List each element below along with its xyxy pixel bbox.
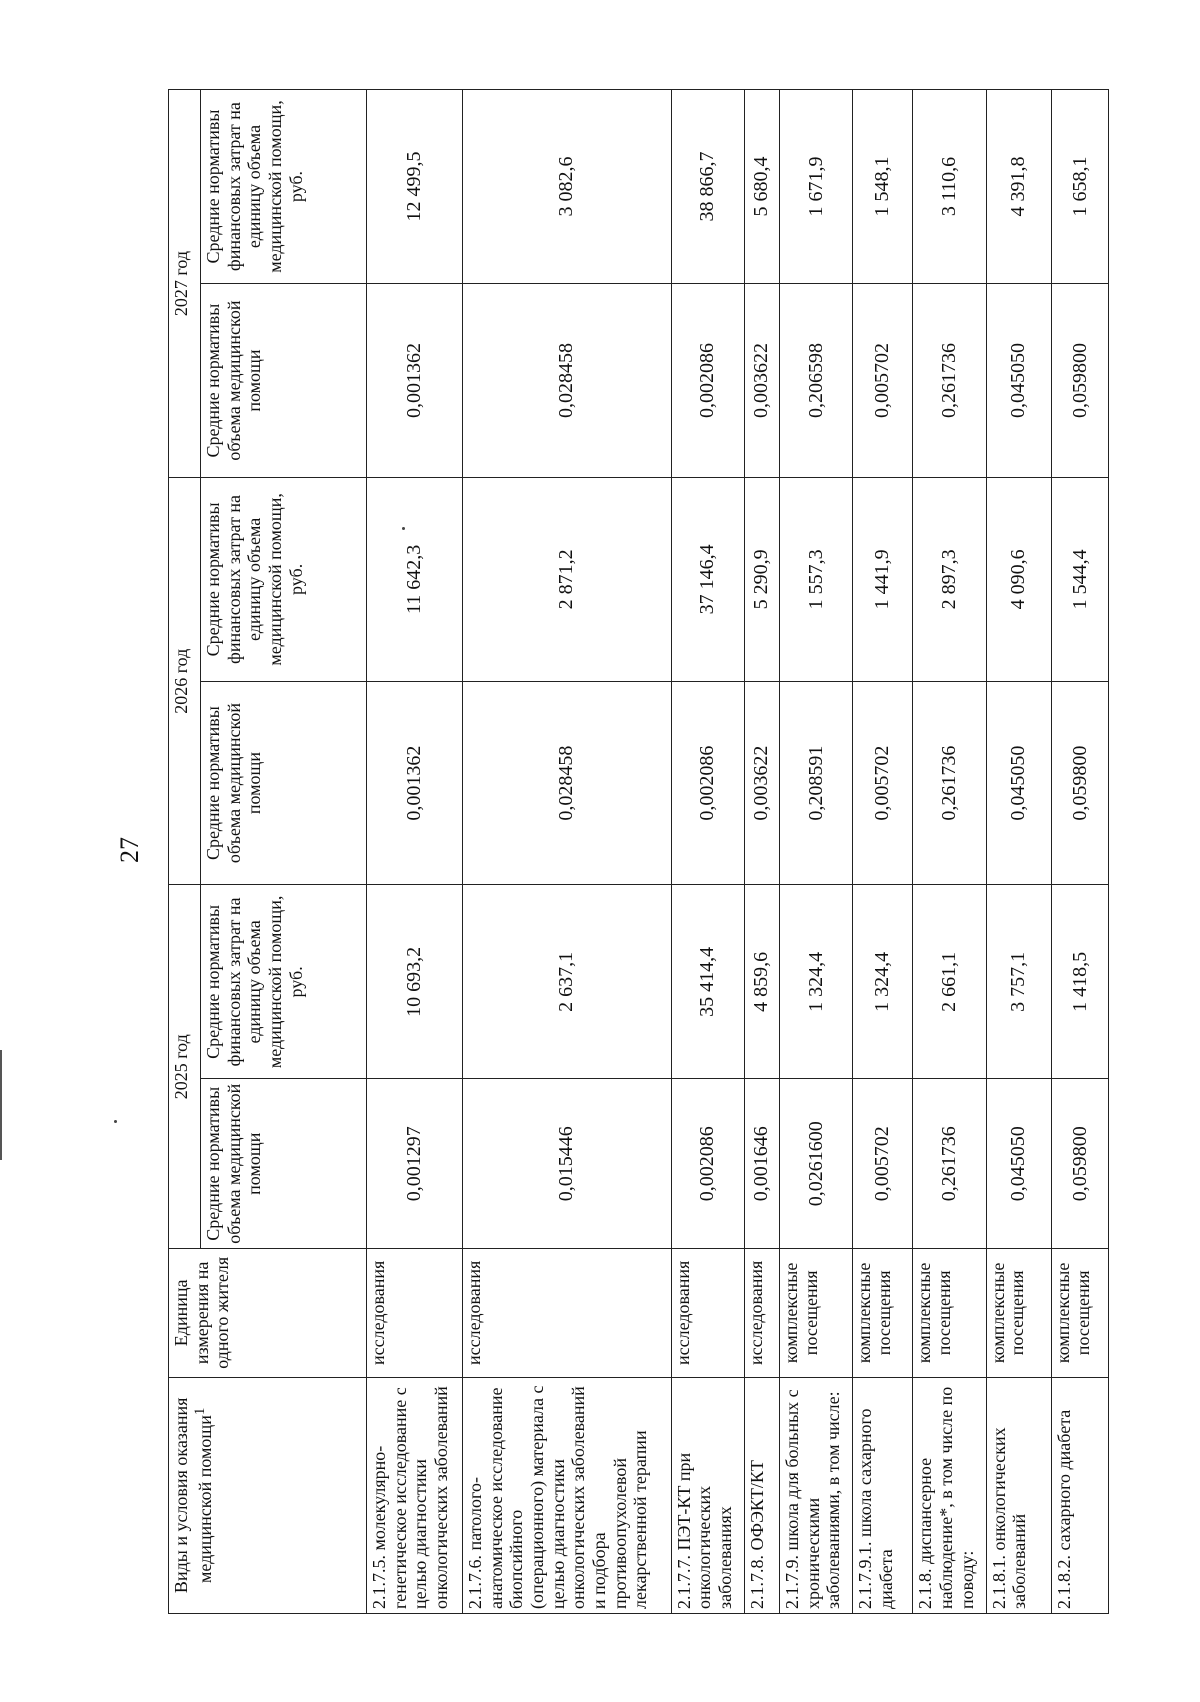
row-value-v2025: 0,005702 <box>853 1079 913 1249</box>
row-value-v2027: 0,059800 <box>1052 284 1109 478</box>
row-value-v2027: 0,261736 <box>913 284 986 478</box>
row-value-v2026: 0,003622 <box>745 681 780 885</box>
table-row <box>367 90 463 1614</box>
row-value-v2026: 0,005702 <box>853 681 913 885</box>
table-row <box>462 90 671 1614</box>
row-name: 2.1.7.5. молекулярно-генетическое исследование с целью диагностики онкологических заболеваний <box>367 1377 463 1613</box>
header-2025-volume: Средние нормативы объема медицинской помощи <box>201 1079 367 1249</box>
norms-table-rotated <box>168 89 1109 1614</box>
row-value-v2025: 0,0261600 <box>779 1079 852 1249</box>
row-unit: комплексные посещения <box>1052 1249 1109 1378</box>
row-name: 2.1.7.6. патолого-анатомическое исследование биопсийного (операционного) материала с целью диагностики онкологических заболеваний и подбора противоопухолевой лекарственной терапии <box>462 1377 671 1613</box>
row-value-v2026: 0,208591 <box>779 681 852 885</box>
header-unit: Единица измерения на одного жителя <box>169 1249 367 1378</box>
header-year-2027: 2027 год <box>169 90 201 478</box>
row-value-v2027: 0,028458 <box>462 284 671 478</box>
row-unit: исследования <box>671 1249 744 1378</box>
row-name: 2.1.8. диспансерное наблюдение*, в том числе по поводу: <box>913 1377 986 1613</box>
row-value-c2025: 1 324,4 <box>853 885 913 1079</box>
norms-table <box>168 89 1109 1614</box>
row-name: 2.1.8.2. сахарного диабета <box>1052 1377 1109 1613</box>
row-unit: комплексные посещения <box>853 1249 913 1378</box>
row-value-c2027: 1 548,1 <box>853 90 913 284</box>
row-value-c2026: 4 090,6 <box>986 478 1052 682</box>
row-value-c2027: 12 499,5 <box>367 90 463 284</box>
row-value-c2025: 1 418,5 <box>1052 885 1109 1079</box>
header-year-2026: 2026 год <box>169 478 201 885</box>
row-value-c2025: 2 661,1 <box>913 885 986 1079</box>
table-row <box>745 90 780 1614</box>
row-unit: исследования <box>745 1249 780 1378</box>
header-2027-cost: Средние нормативы финансовых затрат на единицу объема медицинской помощи, руб. <box>201 90 367 284</box>
row-value-c2026: 1 544,4 <box>1052 478 1109 682</box>
row-value-c2025: 35 414,4 <box>671 885 744 1079</box>
table-row <box>986 90 1052 1614</box>
row-value-v2025: 0,015446 <box>462 1079 671 1249</box>
row-value-c2027: 1 671,9 <box>779 90 852 284</box>
row-value-c2025: 1 324,4 <box>779 885 852 1079</box>
row-value-c2025: 3 757,1 <box>986 885 1052 1079</box>
row-name: 2.1.7.9.1. школа сахарного диабета <box>853 1377 913 1613</box>
table-row <box>913 90 986 1614</box>
row-name: 2.1.7.9. школа для больных с хроническими заболеваниями, в том числе: <box>779 1377 852 1613</box>
row-name: 2.1.7.7. ПЭТ-КТ при онкологических заболеваниях <box>671 1377 744 1613</box>
row-value-v2026: 0,028458 <box>462 681 671 885</box>
row-value-v2025: 0,002086 <box>671 1079 744 1249</box>
row-value-v2025: 0,045050 <box>986 1079 1052 1249</box>
row-value-c2025: 2 637,1 <box>462 885 671 1079</box>
row-value-v2027: 0,001362 <box>367 284 463 478</box>
scan-speck <box>114 1120 117 1123</box>
row-value-c2026: 11 642,3 <box>367 478 463 682</box>
row-value-c2026: 1 557,3 <box>779 478 852 682</box>
row-value-v2027: 0,005702 <box>853 284 913 478</box>
row-value-c2025: 10 693,2 <box>367 885 463 1079</box>
row-value-c2026: 1 441,9 <box>853 478 913 682</box>
row-value-c2026: 2 897,3 <box>913 478 986 682</box>
row-value-c2027: 3 082,6 <box>462 90 671 284</box>
row-name: 2.1.7.8. ОФЭКТ/КТ <box>745 1377 780 1613</box>
row-value-v2026: 0,059800 <box>1052 681 1109 885</box>
row-value-v2027: 0,045050 <box>986 284 1052 478</box>
row-value-v2025: 0,261736 <box>913 1079 986 1249</box>
row-unit: исследования <box>462 1249 671 1378</box>
header-2026-volume: Средние нормативы объема медицинской помощи <box>201 681 367 885</box>
row-value-v2027: 0,206598 <box>779 284 852 478</box>
row-value-c2026: 2 871,2 <box>462 478 671 682</box>
row-value-v2026: 0,261736 <box>913 681 986 885</box>
table-row <box>1052 90 1109 1614</box>
row-value-c2027: 38 866,7 <box>671 90 744 284</box>
scan-edge-line <box>0 1050 2 1160</box>
header-2027-volume: Средние нормативы объема медицинской помощи <box>201 284 367 478</box>
row-value-v2026: 0,002086 <box>671 681 744 885</box>
row-value-c2027: 5 680,4 <box>745 90 780 284</box>
row-value-v2026: 0,045050 <box>986 681 1052 885</box>
row-unit: исследования <box>367 1249 463 1378</box>
page-number: 27 <box>115 837 144 863</box>
row-value-c2027: 3 110,6 <box>913 90 986 284</box>
row-unit: комплексные посещения <box>986 1249 1052 1378</box>
row-value-c2026: 37 146,4 <box>671 478 744 682</box>
header-year-2025: 2025 год <box>169 885 201 1249</box>
row-value-v2025: 0,059800 <box>1052 1079 1109 1249</box>
header-2025-cost: Средние нормативы финансовых затрат на единицу объема медицинской помощи, руб. <box>201 885 367 1079</box>
row-value-v2027: 0,003622 <box>745 284 780 478</box>
row-value-c2026: 5 290,9 <box>745 478 780 682</box>
table-row <box>853 90 913 1614</box>
header-type: Виды и условия оказания медицинской помощи$^1$ <box>169 1377 367 1613</box>
row-value-c2025: 4 859,6 <box>745 885 780 1079</box>
header-2026-cost: Средние нормативы финансовых затрат на единицу объема медицинской помощи, руб. <box>201 478 367 682</box>
row-value-c2027: 1 658,1 <box>1052 90 1109 284</box>
row-value-v2025: 0,001646 <box>745 1079 780 1249</box>
row-unit: комплексные посещения <box>913 1249 986 1378</box>
row-value-v2027: 0,002086 <box>671 284 744 478</box>
table-row <box>779 90 852 1614</box>
table-row <box>671 90 744 1614</box>
row-value-v2025: 0,001297 <box>367 1079 463 1249</box>
row-value-c2027: 4 391,8 <box>986 90 1052 284</box>
row-value-v2026: 0,001362 <box>367 681 463 885</box>
row-unit: комплексные посещения <box>779 1249 852 1378</box>
row-name: 2.1.8.1. онкологических заболеваний <box>986 1377 1052 1613</box>
